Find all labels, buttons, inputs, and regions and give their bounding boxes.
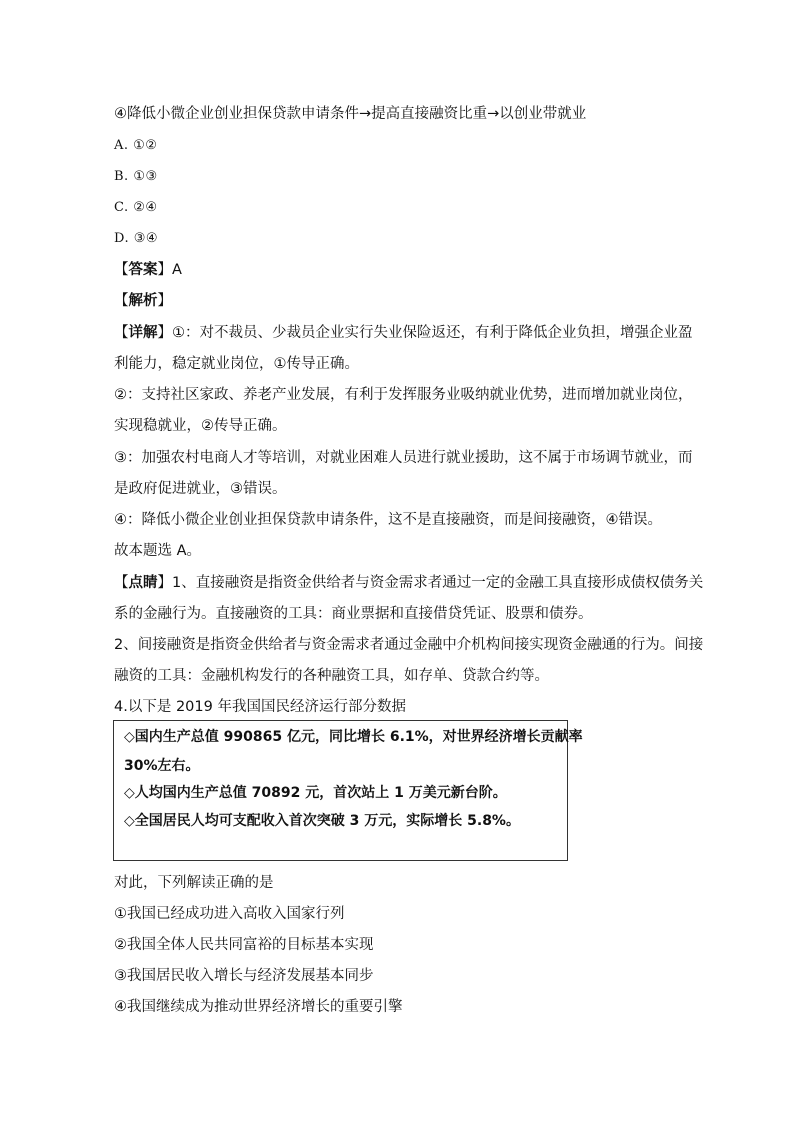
question-4-option-3: ③我国居民收入增长与经济发展基本同步 [114, 968, 374, 984]
question-4-prompt: 对此，下列解读正确的是 [114, 875, 274, 891]
detail-line-2: 利能力，稳定就业岗位，①传导正确。 [114, 356, 359, 372]
answer-value: A [172, 262, 182, 278]
choice-b: B. ①③ [114, 169, 158, 184]
data-box-line-2: 30%左右。 [124, 758, 200, 774]
choice-a: A. ①② [114, 138, 158, 153]
question-4-option-1: ①我国已经成功进入高收入国家行列 [114, 906, 345, 922]
note-line-1: 【点睛】1、直接融资是指资金供给者与资金需求者通过一定的金融工具直接形成债权债务关 [114, 575, 704, 591]
analysis-heading: 【解析】 [114, 293, 172, 309]
detail-line-1: 【详解】①：对不裁员、少裁员企业实行失业保险返还，有利于降低企业负担，增强企业盈 [114, 325, 693, 341]
data-box-line-4: ◇全国居民人均可支配收入首次突破 3 万元，实际增长 5.8%。 [124, 813, 520, 829]
detail-tag: 【详解】 [114, 325, 172, 341]
question-4-stem: 4.以下是 2019 年我国国民经济运行部分数据 [114, 699, 406, 715]
detail-line-4: 实现稳就业，②传导正确。 [114, 418, 287, 434]
question-4-option-4: ④我国继续成为推动世界经济增长的重要引擎 [114, 999, 403, 1015]
choice-d: D. ③④ [114, 231, 159, 246]
detail-line-6: 是政府促进就业，③错误。 [114, 481, 287, 497]
detail-line-3: ②：支持社区家政、养老产业发展，有利于发挥服务业吸纳就业优势，进而增加就业岗位， [114, 387, 693, 403]
detail-conclusion: 故本题选 A。 [114, 543, 202, 559]
note-line-3: 2、间接融资是指资金供给者与资金需求者通过金融中介机构间接实现资金融通的行为。间接 [114, 637, 704, 653]
detail-line-7: ④：降低小微企业创业担保贷款申请条件，这不是直接融资，而是间接融资，④错误。 [114, 512, 662, 528]
answer-tag: 【答案】 [114, 262, 172, 278]
note-line-2: 系的金融行为。直接融资的工具：商业票据和直接借贷凭证、股票和债券。 [114, 606, 593, 622]
note-line-4: 融资的工具：金融机构发行的各种融资工具，如存单、贷款合约等。 [114, 668, 549, 684]
choice-c: C. ②④ [114, 200, 158, 215]
detail-line-5: ③：加强农村电商人才等培训，对就业困难人员进行就业援助，这不属于市场调节就业，而 [114, 450, 693, 466]
data-box-line-1: ◇国内生产总值 990865 亿元，同比增长 6.1%，对世界经济增长贡献率 [124, 729, 583, 745]
data-box [113, 720, 583, 861]
question-option-4: ④降低小微企业创业担保贷款申请条件→提高直接融资比重→以创业带就业 [114, 106, 587, 122]
answer-line [114, 260, 182, 280]
question-4-option-2: ②我国全体人民共同富裕的目标基本实现 [114, 937, 374, 953]
note-tag: 【点睛】 [114, 575, 172, 591]
data-box-line-3: ◇人均国内生产总值 70892 元，首次站上 1 万美元新台阶。 [124, 785, 507, 801]
